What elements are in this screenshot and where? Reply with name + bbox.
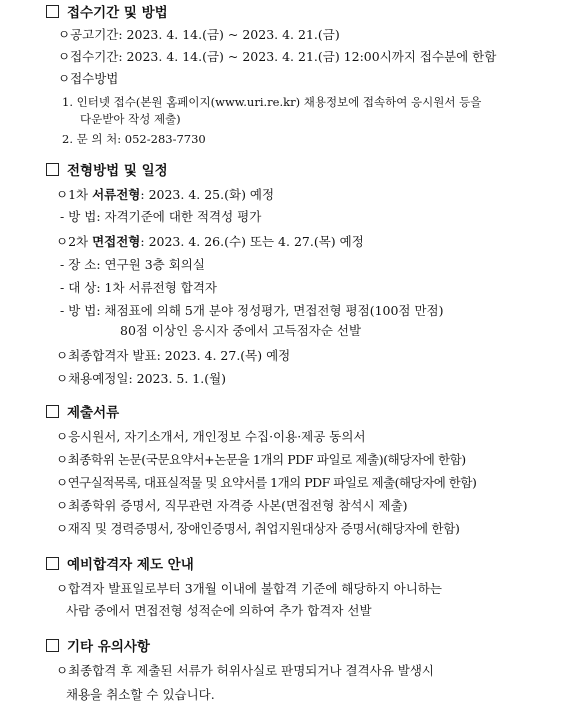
hire-date: ㅇ채용예정일: 2023. 5. 1.(월) (56, 371, 227, 386)
notes-text: ㅇ최종합격 후 제출된 서류가 허위사실로 판명되거나 결격사유 발생시 (56, 663, 434, 678)
checkbox-square-icon (46, 163, 59, 176)
section-heading-notes: 기타 유의사항 (46, 638, 150, 656)
document-item: ㅇ연구실적목록, 대표실적물 및 요약서를 1개의 PDF 파일로 제출(해당자에 한함) (56, 475, 477, 490)
posting-period: ㅇ공고기간: 2023. 4. 14.(금) ~ 2023. 4. 21.(금) (58, 27, 340, 42)
document-item: ㅇ재직 및 경력증명서, 장애인증명서, 취업지원대상자 증명서(해당자에 한함) (56, 521, 460, 536)
first-round-schedule: ㅇ1차 서류전형: 2023. 4. 25.(화) 예정 (56, 187, 275, 202)
document-item: ㅇ응시원서, 자기소개서, 개인정보 수집·이용·제공 동의서 (56, 429, 366, 444)
checkbox-square-icon (46, 405, 59, 418)
second-round-target: - 대 상: 1차 서류전형 합격자 (60, 280, 218, 295)
method-item-2-contact: 2. 문 의 처: 052-283-7730 (62, 132, 206, 146)
section-heading-documents: 제출서류 (46, 404, 119, 422)
section-heading-screening: 전형방법 및 일정 (46, 162, 168, 180)
application-method-label: ㅇ접수방법 (58, 71, 119, 86)
reserve-text-cont: 사람 중에서 면접전형 성적순에 의하여 추가 합격자 선발 (66, 603, 372, 618)
checkbox-square-icon (46, 639, 59, 652)
method-item-1-cont: 다운받아 작성 제출) (80, 112, 181, 126)
application-period: ㅇ접수기간: 2023. 4. 14.(금) ~ 2023. 4. 21.(금) 12:00시까지 접수분에 한함 (58, 49, 497, 64)
section-heading-application: 접수기간 및 방법 (46, 4, 168, 22)
reserve-text: ㅇ합격자 발표일로부터 3개월 이내에 불합격 기준에 해당하지 아니하는 (56, 581, 442, 596)
checkbox-square-icon (46, 557, 59, 570)
section-heading-reserve: 예비합격자 제도 안내 (46, 556, 194, 574)
second-round-schedule: ㅇ2차 면접전형: 2023. 4. 26.(수) 또는 4. 27.(목) 예정 (56, 234, 364, 249)
method-item-1: 1. 인터넷 접수(본원 홈페이지(www.uri.re.kr) 채용정보에 접속하여 응시원서 등을 (62, 95, 482, 109)
second-round-method-cont: 80점 이상인 응시자 중에서 고득점자순 선발 (120, 323, 362, 338)
document-item: ㅇ최종학위 증명서, 직무관련 자격증 사본(면접전형 참석시 제출) (56, 498, 408, 513)
notes-text-cont: 채용을 취소할 수 있습니다. (66, 687, 215, 702)
second-round-place: - 장 소: 연구원 3층 회의실 (60, 257, 205, 272)
second-round-method: - 방 법: 채점표에 의해 5개 분야 정성평가, 면접전형 평점(100점 만점) (60, 303, 444, 318)
document-item: ㅇ최종학위 논문(국문요약서+논문을 1개의 PDF 파일로 제출)(해당자에 한함) (56, 452, 466, 467)
checkbox-square-icon (46, 5, 59, 18)
first-round-method: - 방 법: 자격기준에 대한 적격성 평가 (60, 209, 262, 224)
final-announcement: ㅇ최종합격자 발표: 2023. 4. 27.(목) 예정 (56, 348, 291, 363)
